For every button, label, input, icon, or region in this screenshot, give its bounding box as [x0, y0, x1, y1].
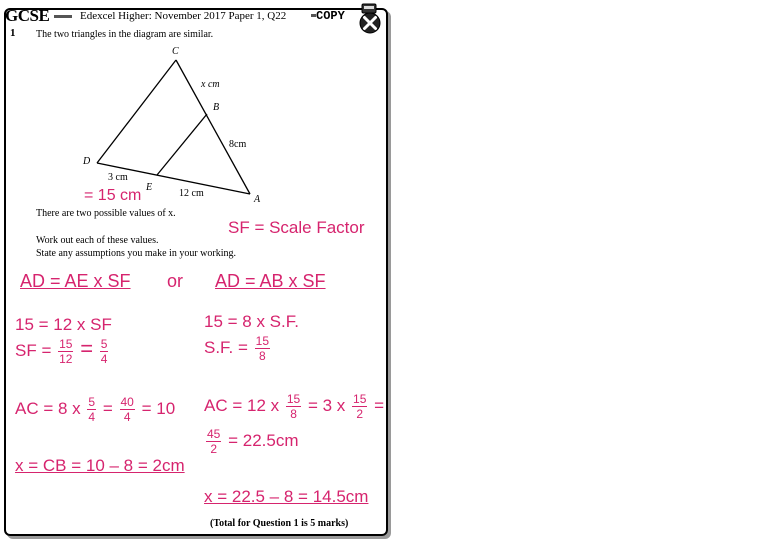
- or-label: or: [167, 271, 184, 291]
- question-line-3: State any assumptions you make in your working.: [36, 248, 236, 259]
- method-left: AD = AE x SF: [20, 271, 131, 291]
- side-be: [157, 114, 207, 175]
- paper-title: Edexcel Higher: November 2017 Paper 1, Q22: [80, 10, 287, 22]
- ad-length-annotation: = 15 cm: [84, 187, 142, 204]
- fraction-5-4-b: $\frac{5}{4}$: [88, 395, 96, 424]
- label-e: E: [146, 182, 153, 193]
- left-step-2: SF = $\frac{15}{12}$ = $\frac{5}{4}$: [15, 336, 108, 367]
- label-3cm: 3 cm: [108, 172, 128, 183]
- question-line-2: Work out each of these values.: [36, 235, 159, 246]
- label-12cm: 12 cm: [179, 188, 204, 199]
- scale-factor-note: SF = Scale Factor: [228, 218, 365, 237]
- triangle-diagram: [0, 0, 390, 210]
- fraction-45-2: $\frac{45}{2}$: [207, 427, 221, 456]
- right-step-1: 15 = 8 x S.F.: [204, 312, 299, 331]
- right-answer: x = 22.5 – 8 = 14.5cm: [204, 487, 369, 506]
- fraction-15-8: $\frac{15}{8}$: [255, 334, 270, 363]
- label-x: x cm: [201, 79, 220, 90]
- left-step-1: 15 = 12 x SF: [15, 315, 112, 334]
- right-step-2: S.F. = $\frac{15}{8}$: [204, 334, 270, 363]
- fraction-15-12: $\frac{15}{12}$: [59, 337, 73, 367]
- right-step-4: $\frac{45}{2}$ = 22.5cm: [207, 427, 299, 456]
- fraction-15-8-b: $\frac{15}{8}$: [286, 392, 301, 421]
- left-answer: x = CB = 10 – 8 = 2cm: [15, 456, 185, 475]
- question-line-1: There are two possible values of x.: [36, 208, 176, 219]
- left-step-3: AC = 8 x $\frac{5}{4}$ = $\frac{40}{4}$ = 10: [15, 395, 176, 424]
- gcse-logo: GCSE: [5, 6, 50, 25]
- label-d: D: [83, 156, 91, 167]
- question-intro: The two triangles in the diagram are similar.: [36, 29, 214, 40]
- fraction-15-2: $\frac{15}{2}$: [353, 392, 367, 421]
- label-8cm: 8cm: [229, 139, 247, 150]
- label-a: A: [254, 194, 261, 205]
- label-b: B: [213, 102, 220, 113]
- method-right: AD = AB x SF: [215, 271, 326, 291]
- copy-label: COPY: [316, 9, 345, 23]
- question-number: 1: [10, 27, 16, 39]
- fraction-5-4: $\frac{5}{4}$: [100, 337, 108, 367]
- fraction-40-4: $\frac{40}{4}$: [120, 395, 134, 424]
- side-cd: [97, 60, 176, 163]
- label-c: C: [172, 46, 179, 57]
- total-marks: (Total for Question 1 is 5 marks): [210, 518, 349, 529]
- right-step-3: AC = 12 x $\frac{15}{8}$ = 3 x $\frac{15}{2}$ =: [204, 392, 385, 421]
